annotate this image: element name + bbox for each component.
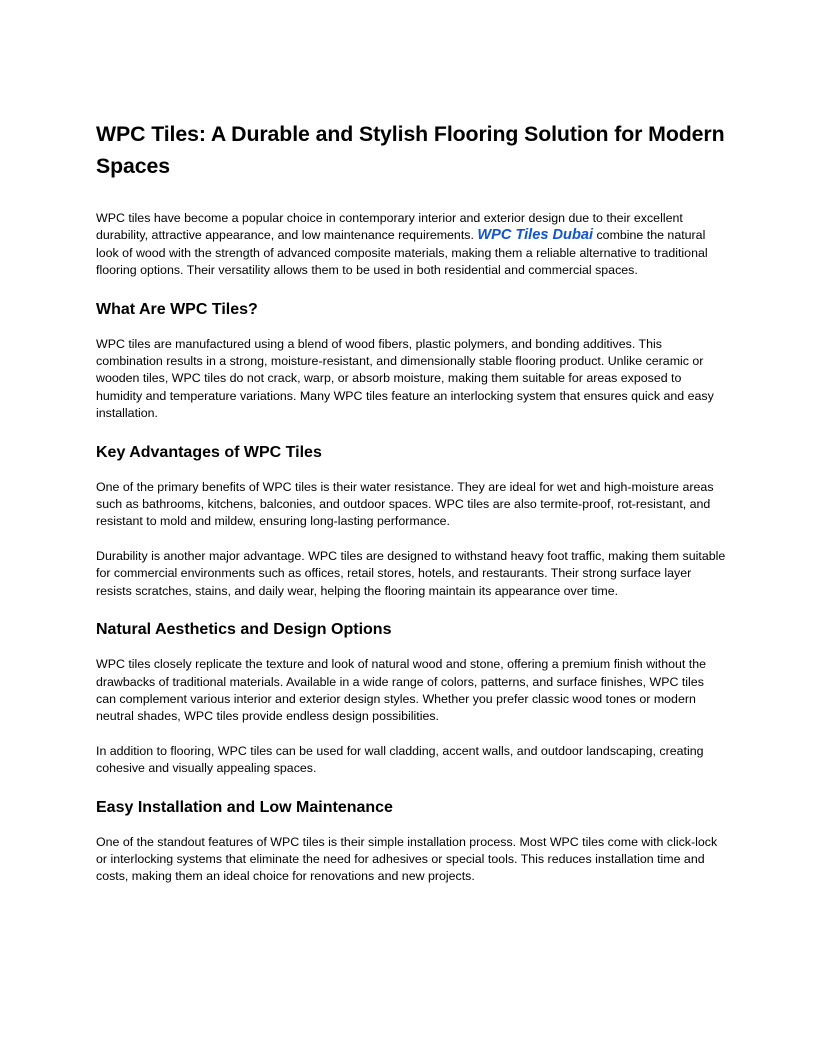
section-paragraph: WPC tiles closely replicate the texture and look of natural wood and stone, offering a premium finish without the drawbacks of traditional materials. Available in a wide range of colors, patterns, and surface finishes, WPC tiles can complement various interior and exterior design styles. Whether you prefer classic wood tones or modern neutral shades, WPC tiles provide endless design possibilities. xyxy=(96,657,706,724)
spacer xyxy=(96,726,726,743)
intro-text-before-link: WPC tiles have become a popular choice in contemporary interior and exterior design due to their excellent durability, attractive appearance, and low maintenance requirements. xyxy=(96,211,683,243)
page-title: WPC Tiles: A Durable and Stylish Flooring Solution for Modern Spaces xyxy=(96,122,725,178)
section-heading-easy-installation: Easy Installation and Low Maintenance xyxy=(96,798,393,816)
section-paragraph: Durability is another major advantage. WPC tiles are designed to withstand heavy foot traffic, making them suitable for commercial environments such as offices, retail stores, hotels, and restaurants. Their strong surface layer resists scratches, stains, and daily wear, helping the flooring maintain its appearance over time. xyxy=(96,548,726,598)
section-paragraph: WPC tiles are manufactured using a blend of wood fibers, plastic polymers, and bonding additives. This combination results in a strong, moisture-resistant, and dimensionally stable flooring product. Unlike ceramic or wooden tiles, WPC tiles do not crack, warp, or absorb moisture, making them suitable for areas exposed to humidity and temperature variations. Many WPC tiles feature an interlocking system that ensures quick and easy installation. xyxy=(96,336,714,421)
document-page xyxy=(96,118,726,886)
section-heading-natural-aesthetics: Natural Aesthetics and Design Options xyxy=(96,621,392,639)
intro-text-after-link: combine the natural look of wood with the strength of advanced composite materials, making them a reliable alternative to traditional flooring options. Their versatility allows them to be used in both residential and commercial spaces. xyxy=(96,228,708,278)
section-heading-what-are-wpc-tiles: What Are WPC Tiles? xyxy=(96,300,258,318)
section-paragraph: One of the standout features of WPC tiles is their simple installation process. Most WPC tiles come with click-lock or interlocking systems that eliminate the need for adhesives or special tools. This reduces installation time and costs, making them an ideal choice for renovations and new projects. xyxy=(96,834,718,884)
section-paragraph: In addition to flooring, WPC tiles can be used for wall cladding, accent walls, and outdoor landscaping, creating cohesive and visually appealing spaces. xyxy=(96,743,704,776)
spacer xyxy=(96,778,726,798)
spacer xyxy=(96,531,726,548)
spacer xyxy=(96,423,726,443)
spacer xyxy=(96,600,726,620)
spacer xyxy=(96,280,726,300)
section-heading-key-advantages: Key Advantages of WPC Tiles xyxy=(96,443,322,461)
intro-paragraph xyxy=(96,210,726,280)
wpc-tiles-dubai-link[interactable]: WPC Tiles Dubai xyxy=(477,227,594,244)
section-paragraph: One of the primary benefits of WPC tiles is their water resistance. They are ideal for wet and high-moisture areas such as bathrooms, kitchens, balconies, and outdoor spaces. WPC tiles are also termite-proof, rot-resistant, and resistant to mold and mildew, ensuring long-lasting performance. xyxy=(96,479,714,529)
